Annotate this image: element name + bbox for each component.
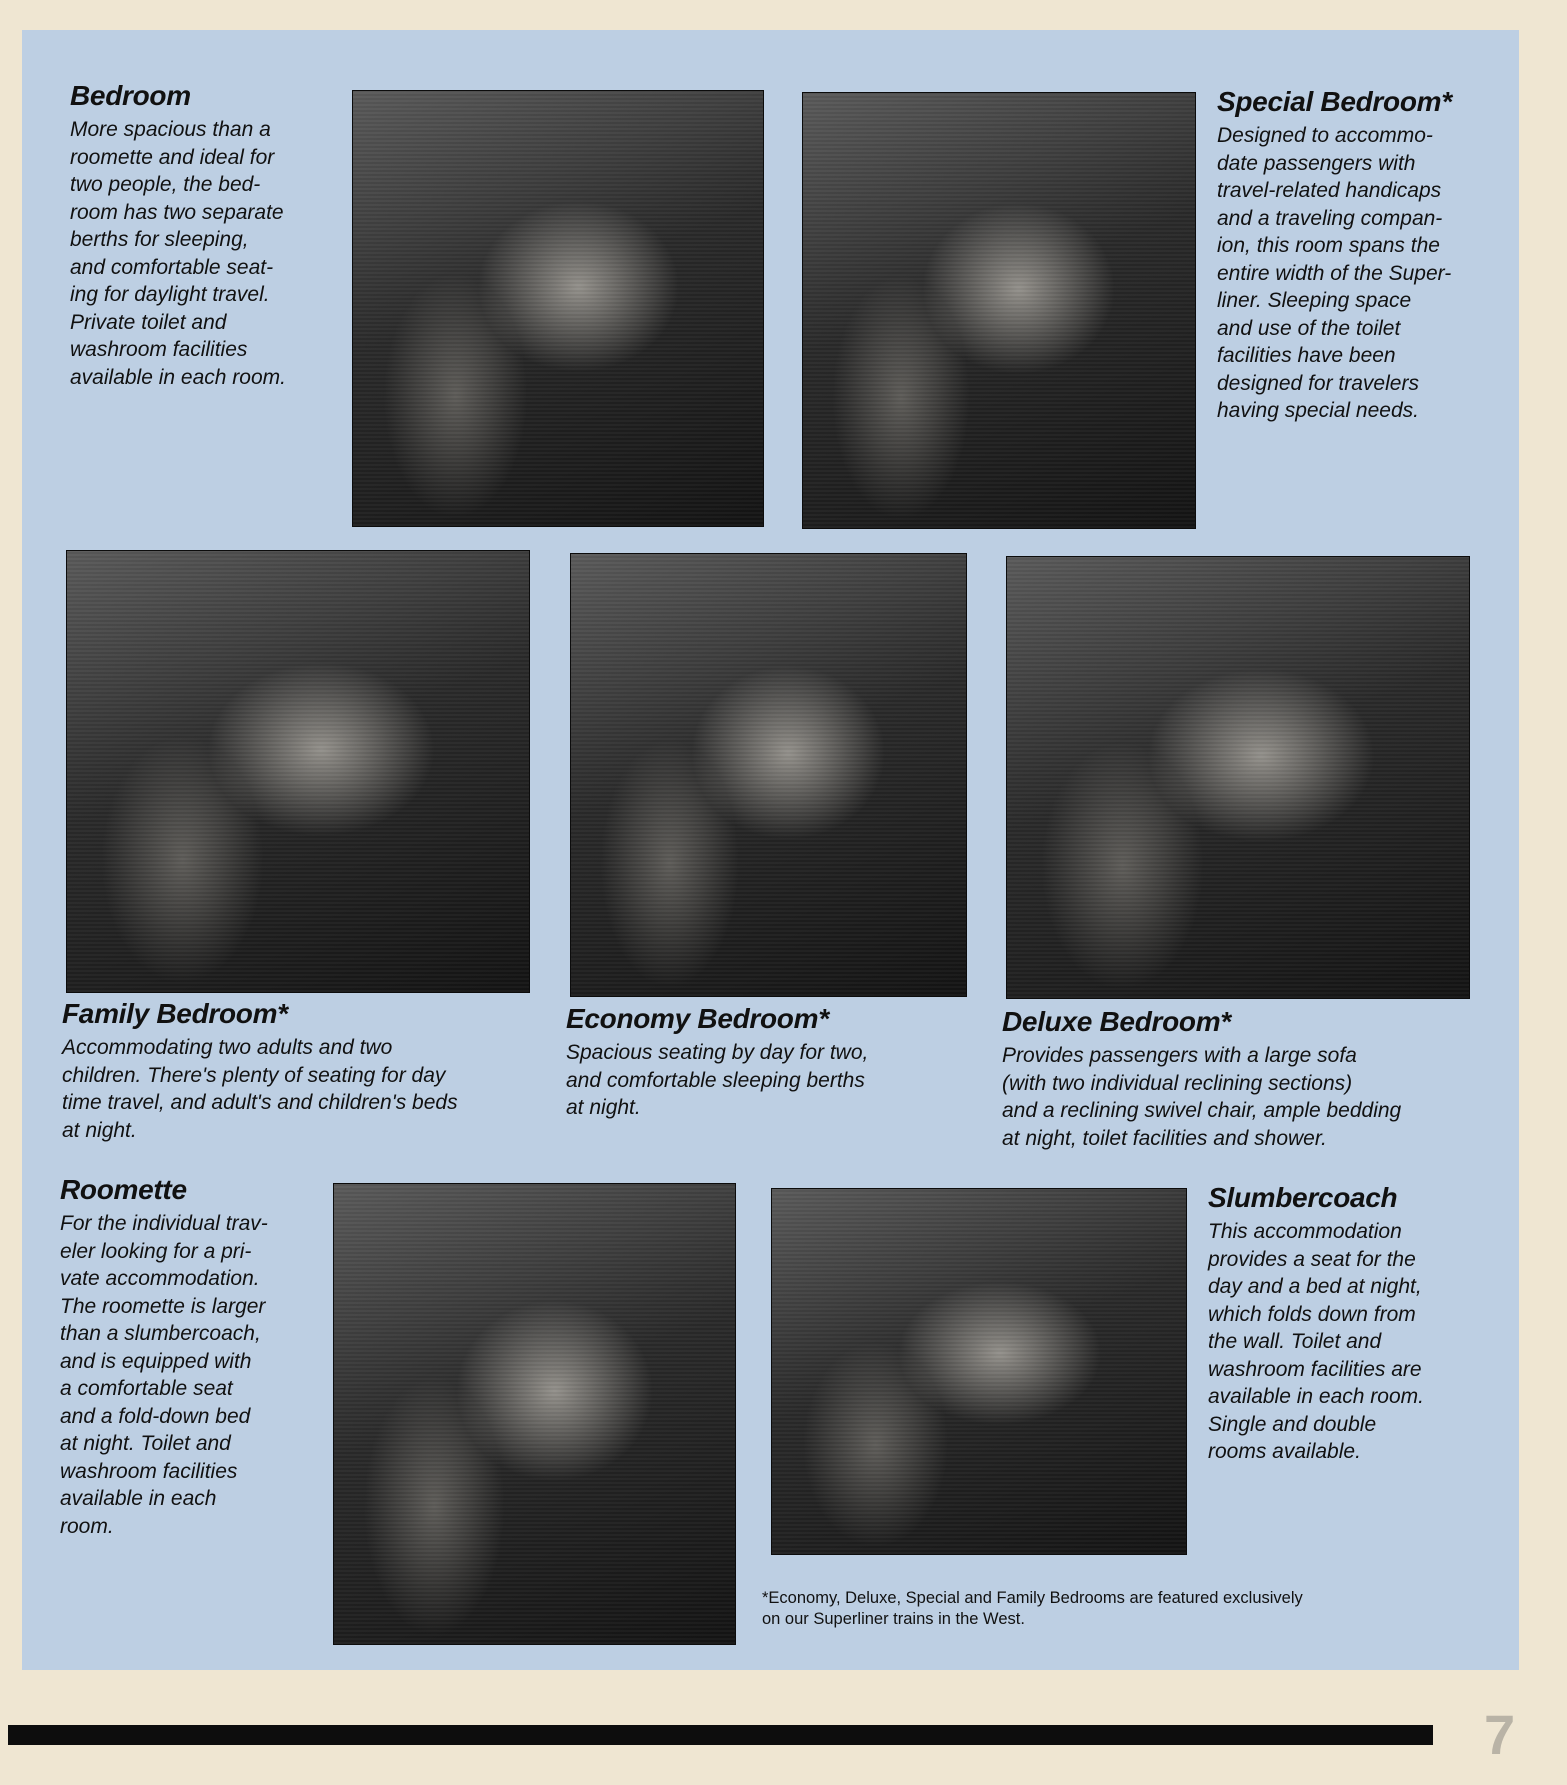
special-bedroom-text: Designed to accommo- date passengers with travel-related handicaps and a traveling compan- ion, this room spans the entire width of the Super- liner. Sleeping space and use of the toilet facilities have been designed for travelers having special needs. xyxy=(1217,124,1452,422)
economy-bedroom-photo xyxy=(570,553,967,997)
roomette-photo xyxy=(333,1183,736,1645)
roomette-title: Roomette xyxy=(60,1174,187,1205)
economy-bedroom-text: Spacious seating by day for two, and comfortable sleeping berths at night. xyxy=(566,1041,869,1119)
slumbercoach-photo xyxy=(771,1188,1187,1555)
family-bedroom-photo xyxy=(66,550,530,993)
slumbercoach-text: This accommodation provides a seat for the day and a bed at night, which folds down from the wall. Toilet and washroom facilities are available in each room. Single and double rooms available. xyxy=(1208,1220,1424,1463)
bedroom-photo xyxy=(352,90,764,527)
family-bedroom-text: Accommodating two adults and two children. There's plenty of seating for day time travel, and adult's and children's beds at night. xyxy=(62,1036,458,1142)
bedroom-section xyxy=(70,80,345,391)
deluxe-bedroom-section xyxy=(1002,1006,1492,1152)
slumbercoach-title: Slumbercoach xyxy=(1208,1182,1398,1213)
page-number: 7 xyxy=(1484,1703,1516,1766)
deluxe-bedroom-text: Provides passengers with a large sofa (with two individual reclining sections) and a reclining swivel chair, ample bedding at night, toilet facilities and shower. xyxy=(1002,1044,1402,1150)
roomette-text: For the individual trav- eler looking for a pri- vate accommodation. The roomette is larger than a slumbercoach, and is equipped with a comfortable seat and a fold-down bed at night. Toilet and washroom facilities available in each room. xyxy=(60,1212,268,1538)
special-bedroom-title: Special Bedroom* xyxy=(1217,86,1452,117)
economy-bedroom-title: Economy Bedroom* xyxy=(566,1003,829,1034)
family-bedroom-section xyxy=(62,998,542,1144)
deluxe-bedroom-title: Deluxe Bedroom* xyxy=(1002,1006,1231,1037)
special-bedroom-section xyxy=(1217,86,1517,425)
family-bedroom-title: Family Bedroom* xyxy=(62,998,288,1029)
slumbercoach-section xyxy=(1208,1182,1508,1466)
deluxe-bedroom-photo xyxy=(1006,556,1470,999)
special-bedroom-photo xyxy=(802,92,1196,529)
bedroom-text: More spacious than a roomette and ideal for two people, the bed- room has two separate berths for sleeping, and comfortable seat- ing for daylight travel. Private toilet and washroom facilities available in each room. xyxy=(70,118,286,389)
roomette-section xyxy=(60,1174,340,1540)
footer-rule xyxy=(8,1725,1433,1745)
bedroom-title: Bedroom xyxy=(70,80,191,111)
footnote: *Economy, Deluxe, Special and Family Bedrooms are featured exclusively on our Superliner trains in the West. xyxy=(762,1589,1303,1628)
economy-bedroom-section xyxy=(566,1003,966,1122)
